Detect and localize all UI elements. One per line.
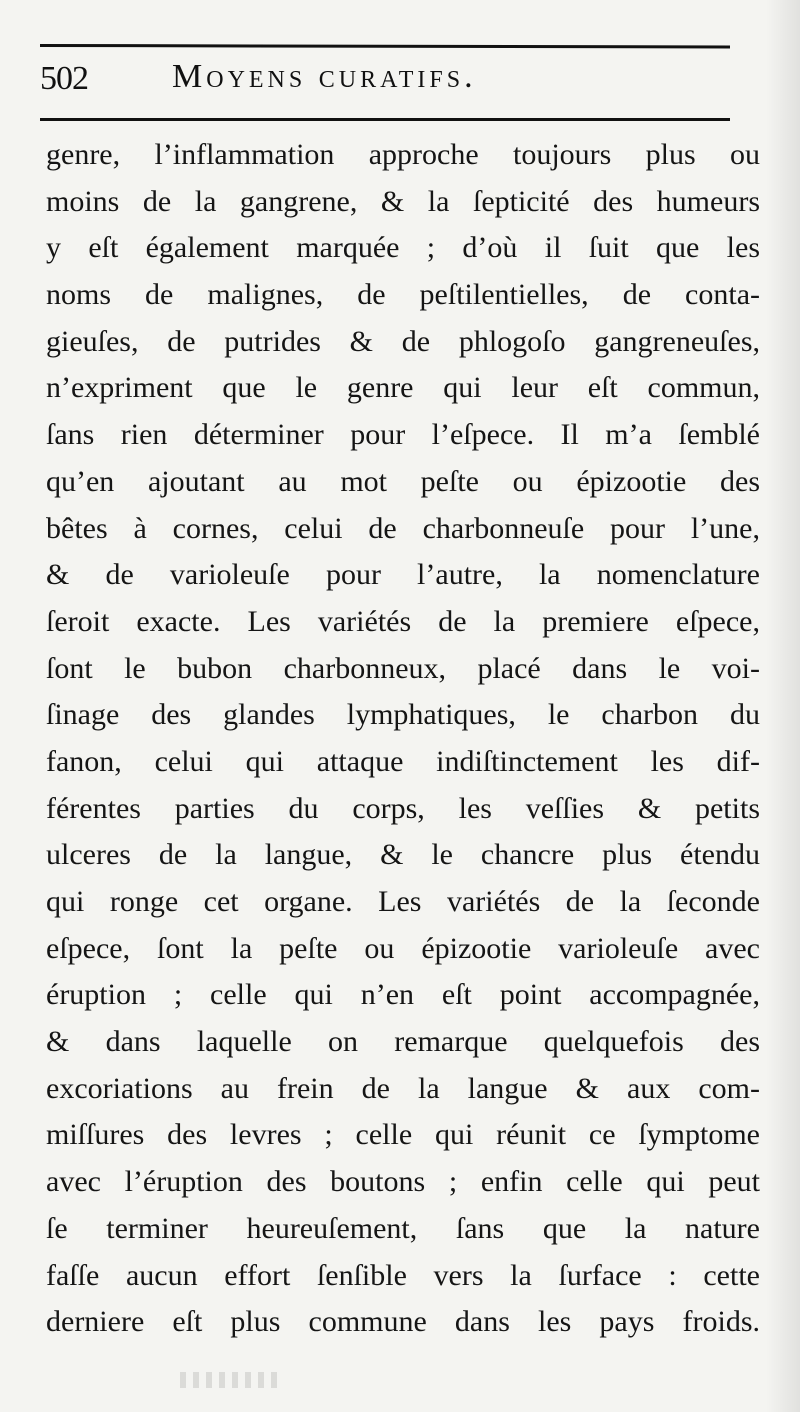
text-line: avec l’éruption des boutons ; enfin celle qui peut: [46, 1165, 760, 1199]
header-bottom-rule: [40, 118, 730, 121]
header-top-rule: [40, 44, 730, 48]
text-line: ſans rien déterminer pour l’eſpece. Il m’a ſemblé: [46, 418, 760, 452]
text-line: ſeroit exacte. Les variétés de la premiere eſpece,: [46, 604, 760, 638]
text-line: moins de la gangrene, & la ſepticité des humeurs: [46, 184, 760, 218]
text-line: ulceres de la langue, & le chancre plus étendu: [46, 838, 760, 872]
page-number: 502: [40, 60, 88, 97]
text-line: miſſures des levres ; celle qui réunit ce ſymptome: [46, 1118, 760, 1152]
text-line: faſſe aucun effort ſenſible vers la ſurface : cette: [46, 1258, 760, 1292]
text-line: y eſt également marquée ; d’où il ſuit que les: [46, 231, 760, 265]
text-line: férentes parties du corps, les veſſies & petits: [46, 791, 760, 825]
text-line: qu’en ajoutant au mot peſte ou épizootie des: [46, 464, 760, 498]
body-text: [46, 132, 760, 1346]
text-line: & dans laquelle on remarque quelquefois des: [46, 1025, 760, 1059]
text-line: gieuſes, de putrides & de phlogoſo gangreneuſes,: [46, 324, 760, 358]
text-line: derniere eſt plus commune dans les pays froids.: [46, 1305, 760, 1339]
page-header: [40, 36, 730, 126]
page-edge-shadow: [766, 0, 800, 1412]
text-line: n’expriment que le genre qui leur eſt commun,: [46, 371, 760, 405]
text-line: bêtes à cornes, celui de charbonneuſe pour l’une,: [46, 511, 760, 545]
text-line: noms de malignes, de peſtilentielles, de conta-: [46, 278, 760, 312]
text-line: ſe terminer heureuſement, ſans que la nature: [46, 1211, 760, 1245]
text-line: excoriations au frein de la langue & aux com-: [46, 1071, 760, 1105]
text-line: éruption ; celle qui n’en eſt point accompagnée,: [46, 978, 760, 1012]
text-line: ſinage des glandes lymphatiques, le charbon du: [46, 698, 760, 732]
text-line: eſpece, ſont la peſte ou épizootie varioleuſe avec: [46, 931, 760, 965]
running-title: Moyens curatifs.: [172, 58, 477, 95]
text-line: ſont le bubon charbonneux, placé dans le voi-: [46, 651, 760, 685]
show-through-marks: [180, 1372, 280, 1388]
text-line: genre, l’inflammation approche toujours plus ou: [46, 138, 760, 171]
text-line: fanon, celui qui attaque indiſtinctement les dif-: [46, 744, 760, 778]
text-line: qui ronge cet organe. Les variétés de la ſeconde: [46, 885, 760, 918]
text-line: & de varioleuſe pour l’autre, la nomenclature: [46, 558, 760, 592]
